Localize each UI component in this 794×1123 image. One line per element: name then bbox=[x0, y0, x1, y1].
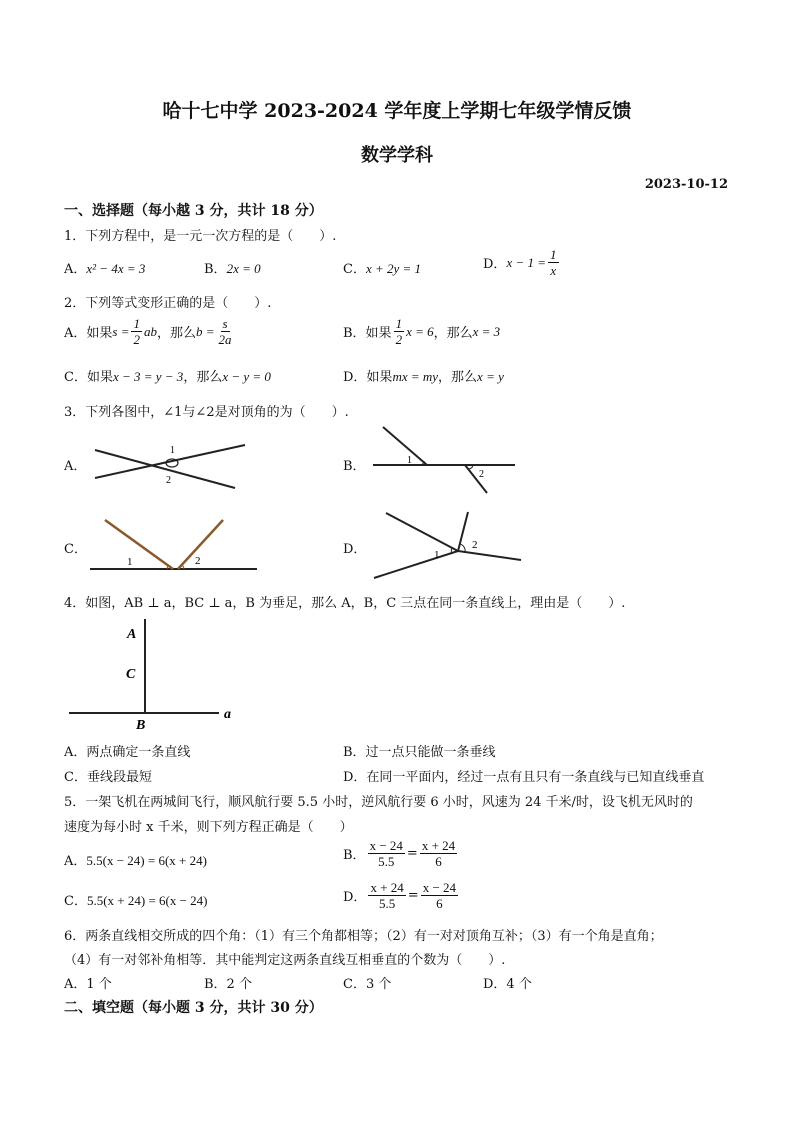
q4-option-d: D．在同一平面内，经过一点有且只有一条直线与已知直线垂直 bbox=[343, 770, 705, 785]
option-label: B．如果 bbox=[343, 326, 392, 341]
q1-option-a bbox=[64, 258, 145, 277]
section-heading-fill: 二、填空题（每小题 3 分，共计 30 分） bbox=[64, 1000, 323, 1016]
connector: ，那么 bbox=[183, 370, 223, 385]
option-expr: x + 2y = 1 bbox=[365, 261, 422, 276]
expr: x = y bbox=[477, 369, 504, 384]
option-label: D． bbox=[343, 890, 367, 905]
line bbox=[105, 520, 173, 569]
line bbox=[95, 450, 235, 488]
connector: ，那么 bbox=[433, 326, 473, 341]
q4-stem: 4．如图，AB ⊥ a，BC ⊥ a，B 为垂足，那么 A，B，C 三点在同一条直线上，理由是（ ）. bbox=[64, 596, 626, 611]
option-label: B． bbox=[343, 848, 366, 863]
q6-option-a: A．1 个 bbox=[64, 977, 112, 992]
angle-label: 1 bbox=[170, 445, 175, 456]
q5-option-b bbox=[343, 838, 459, 869]
line-label: a bbox=[224, 707, 231, 722]
angle-label: 2 bbox=[195, 555, 201, 567]
q4-figure bbox=[64, 615, 254, 735]
fraction: $\frac{1}{x}$ bbox=[550, 247, 557, 278]
page-title: 哈十七中学 2023-2024 学年度上学期七年级学情反馈 bbox=[162, 100, 632, 122]
q5-option-c bbox=[64, 890, 208, 909]
line bbox=[386, 513, 458, 551]
q3-figure-c bbox=[85, 512, 265, 574]
fraction: $\frac{x + 24}{5.5}$ bbox=[370, 880, 404, 911]
option-label: C． bbox=[64, 894, 87, 909]
q6-stem-line1: 6．两条直线相交所成的四个角：（1）有三个角都相等；（2）有一对对顶角互补；（3）有一个角是直角； bbox=[64, 929, 663, 944]
option-expr: 5.5(x + 24) = 6(x − 24) bbox=[86, 893, 208, 908]
q2-option-c bbox=[64, 366, 271, 385]
q2-option-d bbox=[343, 366, 504, 385]
connector: ，那么 bbox=[156, 326, 196, 341]
q6-option-c: C．3 个 bbox=[343, 977, 392, 992]
q2-option-b bbox=[343, 316, 500, 347]
option-label: D．如果 bbox=[343, 370, 393, 385]
angle-label: 2 bbox=[479, 469, 484, 480]
q3-option-d-label: D． bbox=[343, 542, 367, 557]
point-label: B bbox=[136, 718, 146, 733]
fraction: $\frac{1}{2}$ bbox=[133, 316, 140, 347]
q4-option-a: A．两点确定一条直线 bbox=[64, 745, 191, 760]
equals-sign: = bbox=[407, 888, 419, 903]
expr: b = bbox=[196, 323, 215, 339]
q4-option-b: B．过一点只能做一条垂线 bbox=[343, 745, 496, 760]
point-label: A bbox=[127, 627, 137, 642]
angle-label: 1 bbox=[127, 556, 133, 568]
q5-stem-line2: 速度为每小时 x 千米，则下列方程正确是（ ） bbox=[64, 820, 353, 835]
expr: ab bbox=[143, 323, 157, 339]
option-label: D． bbox=[483, 257, 507, 272]
q6-option-d: D．4 个 bbox=[483, 977, 532, 992]
point-label: C bbox=[126, 667, 136, 682]
option-expr: 5.5(x − 24) = 6(x + 24) bbox=[86, 853, 207, 868]
q3-option-a-label: A． bbox=[64, 459, 87, 474]
option-label: A．如果 bbox=[64, 326, 113, 341]
line bbox=[458, 551, 521, 560]
option-label: B． bbox=[204, 262, 227, 277]
expr: x − y = 0 bbox=[222, 369, 271, 384]
q3-stem: 3．下列各图中，∠1与∠2是对顶角的为（ ）. bbox=[64, 405, 349, 420]
equals-sign: = bbox=[406, 846, 418, 861]
line bbox=[178, 520, 223, 569]
option-label: A． bbox=[64, 262, 87, 277]
angle-label: 2 bbox=[166, 475, 171, 486]
q3-figure-a bbox=[85, 428, 255, 498]
q5-option-d bbox=[343, 880, 460, 911]
q6-option-b: B．2 个 bbox=[204, 977, 252, 992]
angle-label: 1 bbox=[407, 455, 412, 466]
expr: s = bbox=[112, 323, 130, 339]
connector: ，那么 bbox=[438, 370, 478, 385]
q1-stem: 1．下列方程中，是一元一次方程的是（ ）. bbox=[64, 229, 337, 244]
q2-option-a bbox=[64, 316, 236, 347]
fraction: $\frac{1}{2}$ bbox=[395, 316, 403, 347]
exam-date: 2023-10-12 bbox=[644, 177, 728, 192]
q1-option-d bbox=[483, 247, 561, 278]
q3-option-c-label: C． bbox=[64, 542, 87, 557]
option-expr: x² − 4x = 3 bbox=[86, 261, 146, 276]
fraction: $\frac{s}{2a}$ bbox=[218, 316, 232, 347]
q3-figure-d bbox=[368, 508, 528, 583]
expr: x = 6 bbox=[406, 323, 434, 339]
angle-label: 1 bbox=[434, 549, 440, 561]
section-heading-choice: 一、选择题（每小越 3 分，共计 18 分） bbox=[64, 203, 323, 219]
q4-option-c: C．垂线段最短 bbox=[64, 770, 152, 785]
q3-option-b-label: B． bbox=[343, 459, 366, 474]
angle-arc bbox=[451, 548, 452, 554]
fraction: $\frac{x + 24}{6}$ bbox=[421, 838, 456, 869]
q2-stem: 2．下列等式变形正确的是（ ）. bbox=[64, 296, 272, 311]
fraction: $\frac{x - 24}{6}$ bbox=[422, 880, 457, 911]
q5-stem-line1: 5．一架飞机在两城间飞行，顺风航行要 5.5 小时，逆风航行要 6 小时，风速为 24 千米/时，设飞机无风时的 bbox=[64, 795, 693, 810]
option-label: C．如果 bbox=[64, 370, 113, 385]
page-subtitle: 数学学科 bbox=[361, 145, 433, 166]
q6-stem-line2: （4）有一对邻补角相等．其中能判定这两条直线互相垂直的个数为（ ）. bbox=[64, 953, 506, 968]
expr: x = 3 bbox=[472, 323, 501, 339]
option-expr: x − 1 = bbox=[506, 254, 547, 270]
line bbox=[374, 551, 458, 578]
q1-option-c bbox=[343, 258, 421, 277]
expr: x − 3 = y − 3 bbox=[112, 369, 184, 384]
q5-option-a bbox=[64, 850, 207, 869]
q1-option-b bbox=[204, 258, 261, 277]
q3-figure-b bbox=[365, 423, 525, 498]
fraction: $\frac{x - 24}{5.5}$ bbox=[369, 838, 403, 869]
angle-label: 2 bbox=[472, 539, 478, 551]
option-label: A． bbox=[64, 854, 87, 869]
line bbox=[383, 427, 427, 465]
option-label: C． bbox=[343, 262, 366, 277]
expr: mx = my bbox=[392, 369, 439, 384]
option-expr: 2x = 0 bbox=[226, 261, 261, 276]
